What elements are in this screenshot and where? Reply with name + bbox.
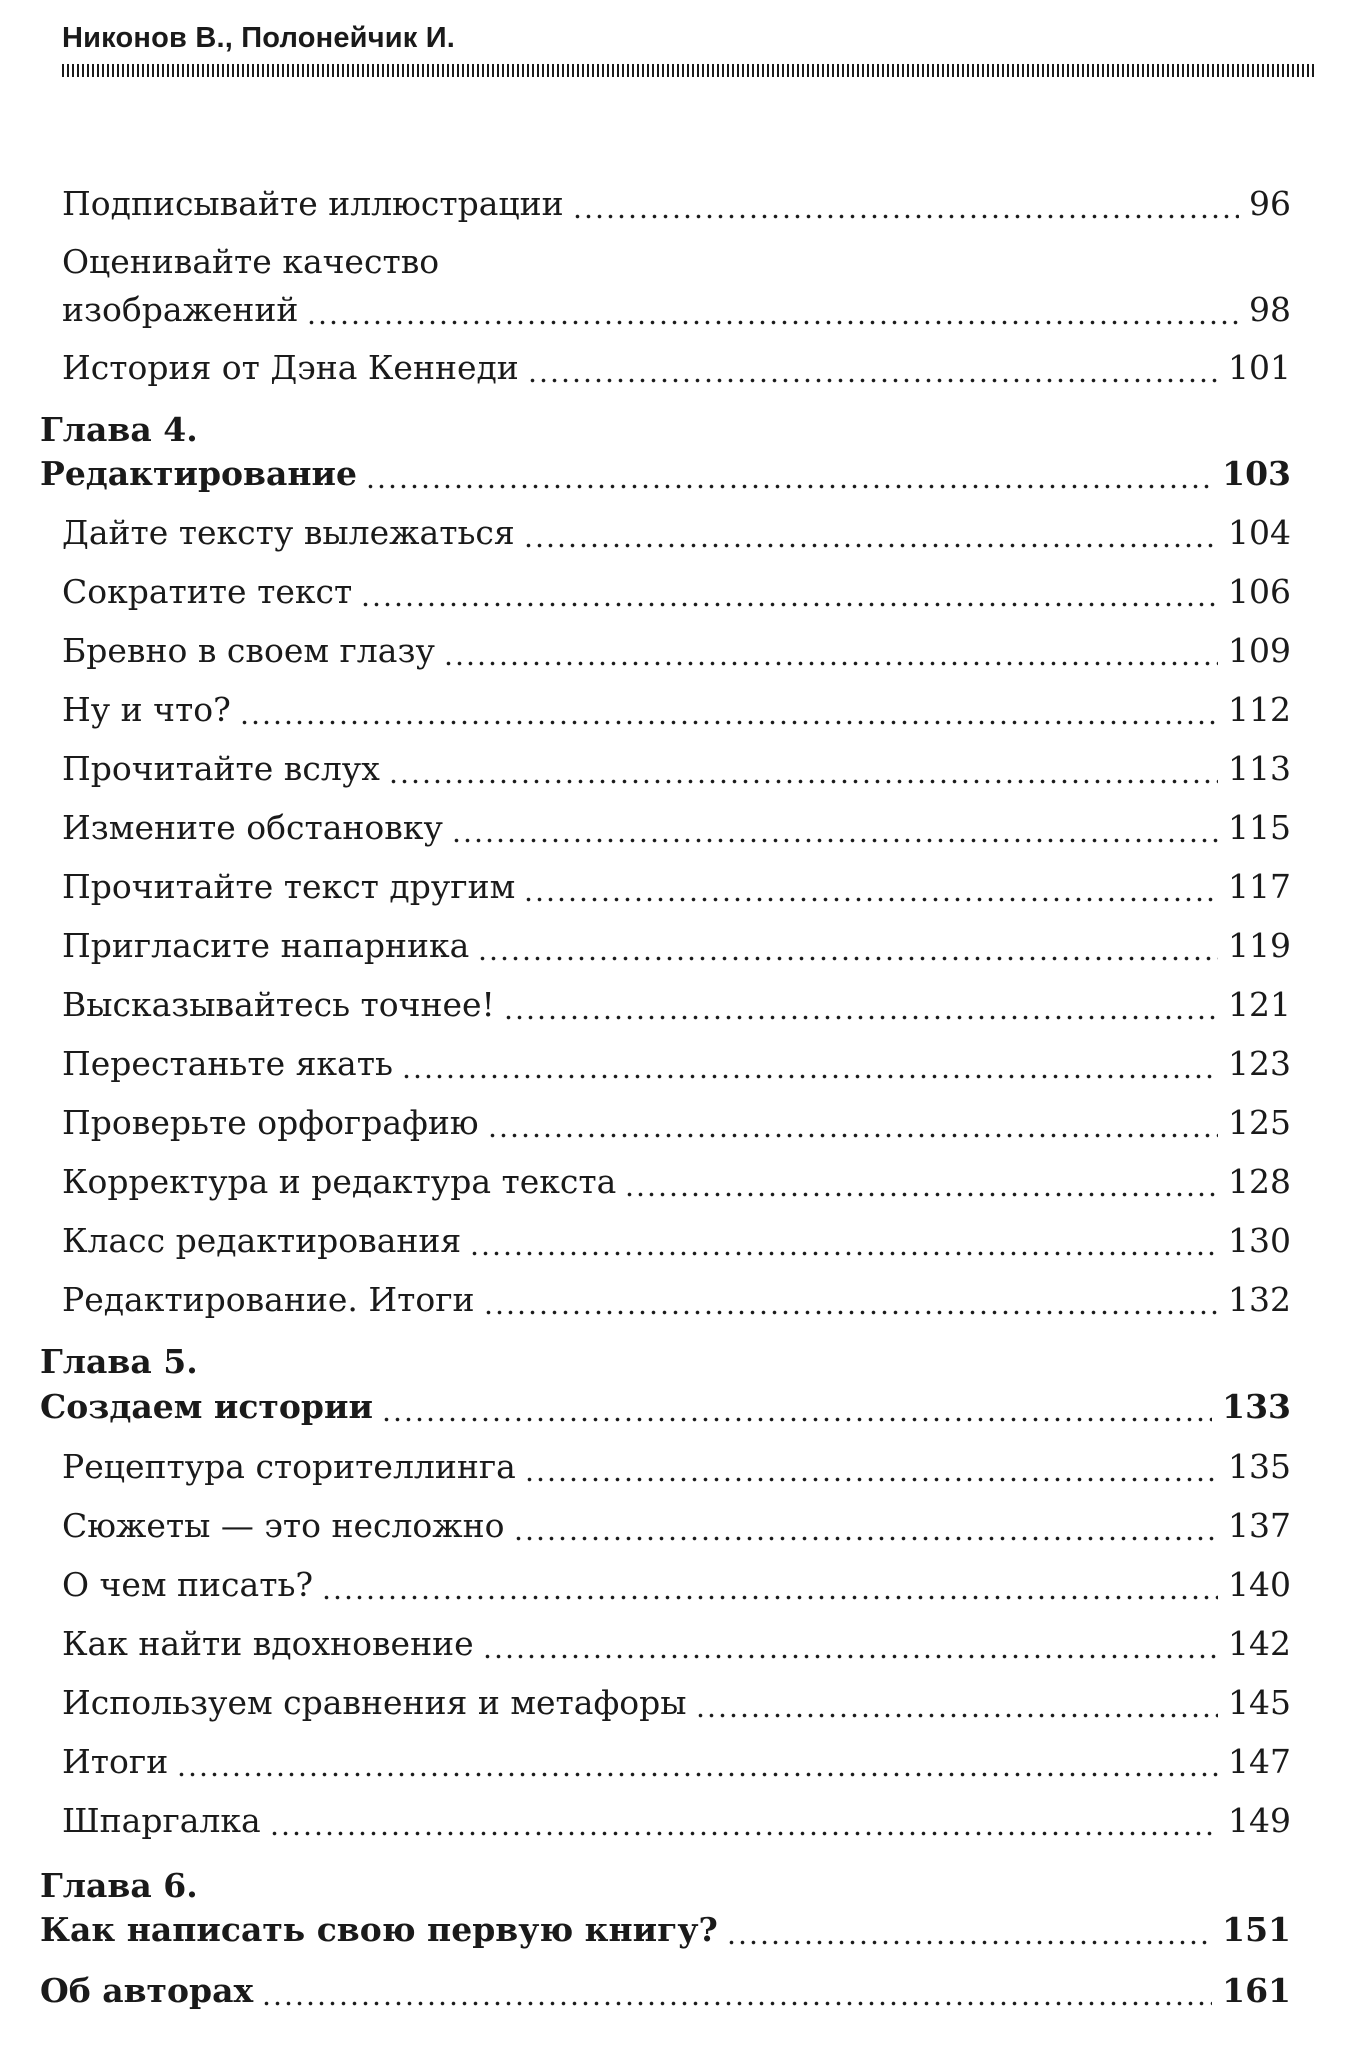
toc-entry	[0, 1736, 1367, 1788]
toc-page-number: 117	[1228, 867, 1291, 906]
dot-leader	[523, 897, 1218, 902]
dot-leader	[321, 1595, 1218, 1600]
toc-page-number: 151	[1222, 1910, 1291, 1949]
chapter-heading	[0, 1904, 1367, 1956]
toc-entry	[0, 1274, 1367, 1326]
toc-page-number: 104	[1228, 513, 1291, 552]
toc-page-number: 137	[1228, 1506, 1291, 1545]
dot-leader	[239, 720, 1218, 725]
toc-entry	[0, 507, 1367, 559]
dot-leader	[401, 1074, 1218, 1079]
header-divider	[62, 64, 1317, 77]
dot-leader	[482, 1654, 1218, 1659]
toc-page-number: 98	[1249, 290, 1291, 329]
toc-entry	[0, 1097, 1367, 1149]
dot-leader	[469, 1251, 1218, 1256]
toc-entry	[0, 1677, 1367, 1729]
toc-entry-title: Итоги	[62, 1742, 169, 1781]
chapter-heading	[0, 1381, 1367, 1433]
toc-entry	[0, 802, 1367, 854]
dot-leader	[726, 1940, 1212, 1945]
running-header-author: Никонов В., Полонейчик И.	[62, 22, 456, 54]
toc-entry	[0, 1795, 1367, 1847]
dot-leader	[306, 320, 1239, 325]
dot-leader	[477, 956, 1218, 961]
toc-page-number: 128	[1228, 1162, 1291, 1201]
toc-entry-title: Перестаньте якать	[62, 1044, 393, 1083]
toc-page-number: 123	[1228, 1044, 1291, 1083]
toc-entry-title: Проверьте орфографию	[62, 1103, 479, 1142]
toc-entry-title: Измените обстановку	[62, 808, 443, 847]
toc-page-number: 106	[1228, 572, 1291, 611]
toc-page-number: 109	[1228, 631, 1291, 670]
chapter-label: Глава 5.	[40, 1342, 198, 1381]
toc-page-number: 145	[1228, 1683, 1291, 1722]
toc-entry-title: Прочитайте вслух	[62, 749, 380, 788]
dot-leader	[360, 602, 1218, 607]
toc-entry	[0, 625, 1367, 677]
toc-entry-title: Рецептура сторителлинга	[62, 1447, 516, 1486]
toc-entry-title: Сюжеты — это несложно	[62, 1506, 505, 1545]
dot-leader	[483, 1310, 1218, 1315]
toc-entry-title: Сократите текст	[62, 572, 353, 611]
dot-leader	[695, 1713, 1218, 1718]
toc-page-number: 103	[1222, 454, 1291, 493]
toc-page-number: 115	[1228, 808, 1291, 847]
toc-entry-title: О чем писать?	[62, 1565, 314, 1604]
toc-entry-title: Редактирование. Итоги	[62, 1280, 475, 1319]
toc-page-number: 149	[1228, 1801, 1291, 1840]
chapter-label: Глава 4.	[40, 410, 198, 449]
toc-entry	[0, 684, 1367, 736]
toc-page-number: 135	[1228, 1447, 1291, 1486]
toc-entry-title: Пригласите напарника	[62, 926, 470, 965]
toc-entry	[0, 743, 1367, 795]
toc-entry-title: Как найти вдохновение	[62, 1624, 474, 1663]
toc-entry-title: Используем сравнения и метафоры	[62, 1683, 687, 1722]
dot-leader	[487, 1133, 1218, 1138]
chapter-label: Глава 6.	[40, 1866, 198, 1905]
toc-entry-title: Бревно в своем глазу	[62, 631, 435, 670]
toc-entry-title: Как написать свою первую книгу?	[40, 1910, 718, 1949]
toc-page-number: 130	[1228, 1221, 1291, 1260]
toc-entry	[0, 1559, 1367, 1611]
toc-page-number: 96	[1249, 184, 1291, 223]
toc-page-number: 142	[1228, 1624, 1291, 1663]
toc-entry-title: Шпаргалка	[62, 1801, 261, 1840]
chapter-heading	[0, 1965, 1367, 2017]
toc-page-number: 147	[1228, 1742, 1291, 1781]
toc-page-number: 133	[1222, 1387, 1291, 1426]
dot-leader	[176, 1772, 1218, 1777]
chapter-heading	[0, 448, 1367, 500]
toc-page-number: 112	[1228, 690, 1291, 729]
toc-entry	[0, 342, 1367, 394]
toc-entry	[0, 1215, 1367, 1267]
toc-entry-title-line1: Оценивайте качество	[62, 242, 440, 281]
dot-leader	[388, 779, 1218, 784]
toc-entry-title: Корректура и редактура текста	[62, 1162, 617, 1201]
dot-leader	[365, 484, 1212, 489]
dot-leader	[381, 1417, 1212, 1422]
dot-leader	[572, 214, 1239, 219]
toc-page-number: 161	[1222, 1971, 1291, 2010]
dot-leader	[261, 2001, 1212, 2006]
toc-entry-title: Подписывайте иллюстрации	[62, 184, 564, 223]
dot-leader	[513, 1536, 1218, 1541]
toc-page-number: 140	[1228, 1565, 1291, 1604]
toc-entry-title: Дайте тексту вылежаться	[62, 513, 515, 552]
toc-entry-title: Об авторах	[40, 1971, 254, 2010]
toc-entry	[0, 1156, 1367, 1208]
toc-entry	[0, 1441, 1367, 1493]
toc-entry	[0, 1038, 1367, 1090]
toc-entry-title: Класс редактирования	[62, 1221, 462, 1260]
toc-page-number: 125	[1228, 1103, 1291, 1142]
dot-leader	[527, 378, 1218, 383]
toc-entry-title: Высказывайтесь точнее!	[62, 985, 495, 1024]
toc-entry	[0, 178, 1367, 230]
dot-leader	[523, 543, 1218, 548]
toc-page-number: 121	[1228, 985, 1291, 1024]
toc-entry	[0, 861, 1367, 913]
toc-entry-title: Создаем истории	[40, 1387, 373, 1426]
toc-entry-title: Ну и что?	[62, 690, 231, 729]
toc-page-number: 132	[1228, 1280, 1291, 1319]
dot-leader	[624, 1192, 1218, 1197]
toc-entry	[0, 566, 1367, 618]
dot-leader	[451, 838, 1218, 843]
toc-page-number: 101	[1228, 348, 1291, 387]
toc-entry	[0, 284, 1367, 336]
dot-leader	[269, 1831, 1218, 1836]
toc-entry-title: изображений	[62, 290, 299, 329]
dot-leader	[524, 1477, 1218, 1482]
toc-entry-title: Прочитайте текст другим	[62, 867, 516, 906]
toc-entry-title: Редактирование	[40, 454, 357, 493]
toc-entry	[0, 1618, 1367, 1670]
toc-entry	[0, 979, 1367, 1031]
toc-entry	[0, 920, 1367, 972]
dot-leader	[503, 1015, 1218, 1020]
toc-page-number: 113	[1228, 749, 1291, 788]
toc-page-number: 119	[1228, 926, 1291, 965]
toc-entry	[0, 1500, 1367, 1552]
dot-leader	[443, 661, 1218, 666]
toc-entry-title: История от Дэна Кеннеди	[62, 348, 519, 387]
